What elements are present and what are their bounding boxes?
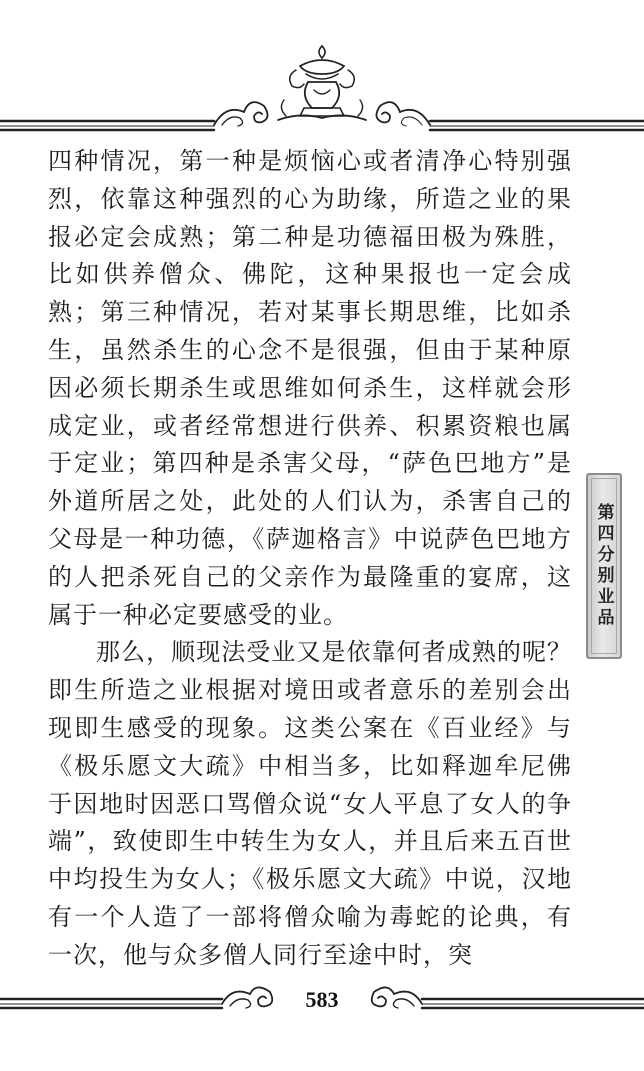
header-ornament [0,0,644,140]
paragraph: 那么，顺现法受业又是依靠何者成熟的呢？即生所造之业根据对境田或者意乐的差别会出现即生感受的现象。这类公案在《百业经》与《极乐愿文大疏》中相当多，比如释迦牟尼佛于因地时因恶口骂僧众说“女人平息了女人的争端”，致使即生中转生为女人，并且后来五百世中均投生为女人；《极乐愿文大疏》中说，汉地有一个人造了一部将僧众喻为毒蛇的论典，有一次，他与众多僧人同行至途中时，突 [48,638,572,969]
main-text [48,143,572,975]
paragraph-continuation: 四种情况，第一种是烦恼心或者清净心特别强烈，依靠这种强烈的心为助缘，所造之业的果报必定会成熟；第二种是功德福田极为殊胜，比如供养僧众、佛陀，这种果报也一定会成熟；第三种情况，若对某事长期思维，比如杀生，虽然杀生的心念不是很强，但由于某种原因必须长期杀生或思维如何杀生，这样就会形成定业，或者经常想进行供养、积累资粮也属于定业；第四种是杀害父母，“萨色巴地方”是外道所居之处，此处的人们认为，杀害自己的父母是一种功德，《萨迦格言》中说萨色巴地方的人把杀死自己的父亲作为最隆重的宴席，这属于一种必定要感受的业。 [48,147,572,629]
chapter-tab-label: 第四分别业品 [593,503,614,629]
chapter-side-tab [586,473,622,659]
page-number: 583 [305,987,339,1012]
